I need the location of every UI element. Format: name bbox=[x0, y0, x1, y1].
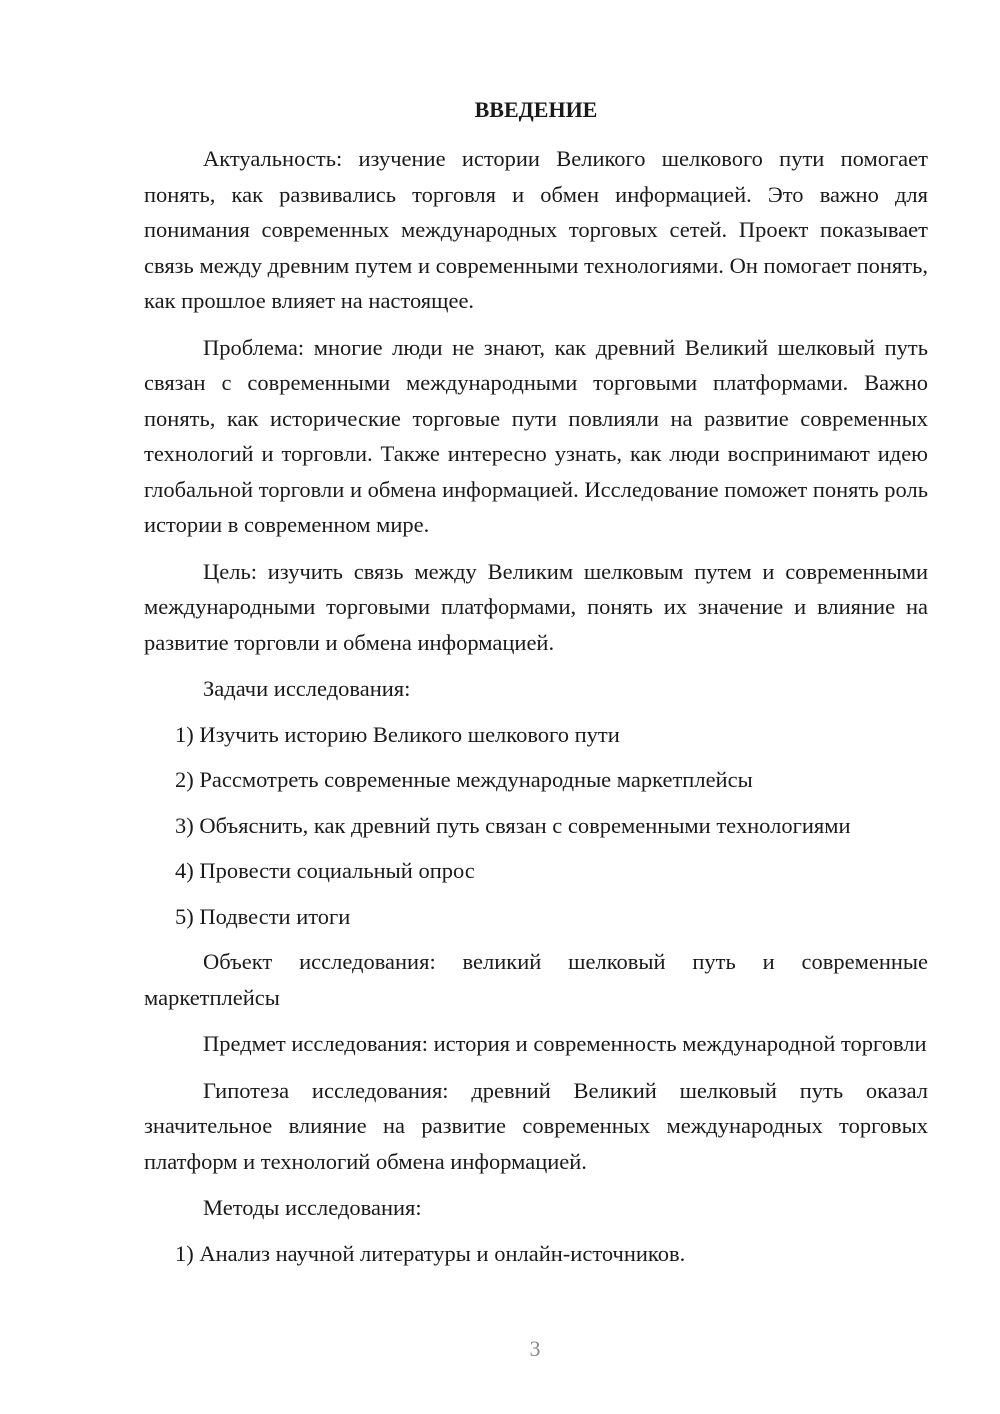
list-item: 2) Рассмотреть современные международные маркетплейсы bbox=[175, 767, 753, 792]
tasks-list bbox=[144, 717, 928, 935]
list-item: 1) Анализ научной литературы и онлайн-источников. bbox=[175, 1240, 686, 1266]
object-paragraph: Объект исследования: великий шелковый путь и современные маркетплейсы bbox=[144, 949, 928, 1010]
goal-paragraph: Цель: изучить связь между Великим шелковым путем и современными международными торговыми платформами, понять их значение и влияние на развитие торговли и обмена информацией. bbox=[144, 558, 928, 655]
section-title: ВВЕДЕНИЕ bbox=[474, 97, 598, 122]
list-item: 4) Провести социальный опрос bbox=[175, 858, 475, 883]
list-item: 3) Объяснить, как древний путь связан с современными технологиями bbox=[175, 812, 851, 838]
page-number: 3 bbox=[529, 1336, 541, 1361]
list-item: 1) Изучить историю Великого шелкового пути bbox=[175, 721, 620, 747]
tasks-label: Задачи исследования: bbox=[203, 676, 411, 701]
subject-paragraph: Предмет исследования: история и современность международной торговли bbox=[203, 1031, 927, 1056]
relevance-paragraph: Актуальность: изучение истории Великого шелкового пути помогает понять, как развивались торговля и обмен информацией. Это важно для понимания современных международных торговых сетей. Проект показывает связь между древним путем и современными технологиями. Он помогает понять, как прошлое влияет на настоящее. bbox=[144, 146, 928, 313]
methods-list bbox=[144, 1236, 928, 1272]
document-page bbox=[144, 92, 928, 1281]
methods-label: Методы исследования: bbox=[203, 1195, 422, 1220]
list-item: 5) Подвести итоги bbox=[175, 903, 351, 929]
problem-paragraph: Проблема: многие люди не знают, как древний Великий шелковый путь связан с современными международными торговыми платформами. Важно понять, как исторические торговые пути повлияли на развитие современных технологий и торговли. Также интересно узнать, как люди воспринимают идею глобальной торговли и обмена информацией. Исследование поможет понять роль истории в современном мире. bbox=[144, 334, 928, 537]
hypothesis-paragraph: Гипотеза исследования: древний Великий шелковый путь оказал значительное влияние на развитие современных международных торговых платформ и технологий обмена информацией. bbox=[144, 1077, 928, 1174]
